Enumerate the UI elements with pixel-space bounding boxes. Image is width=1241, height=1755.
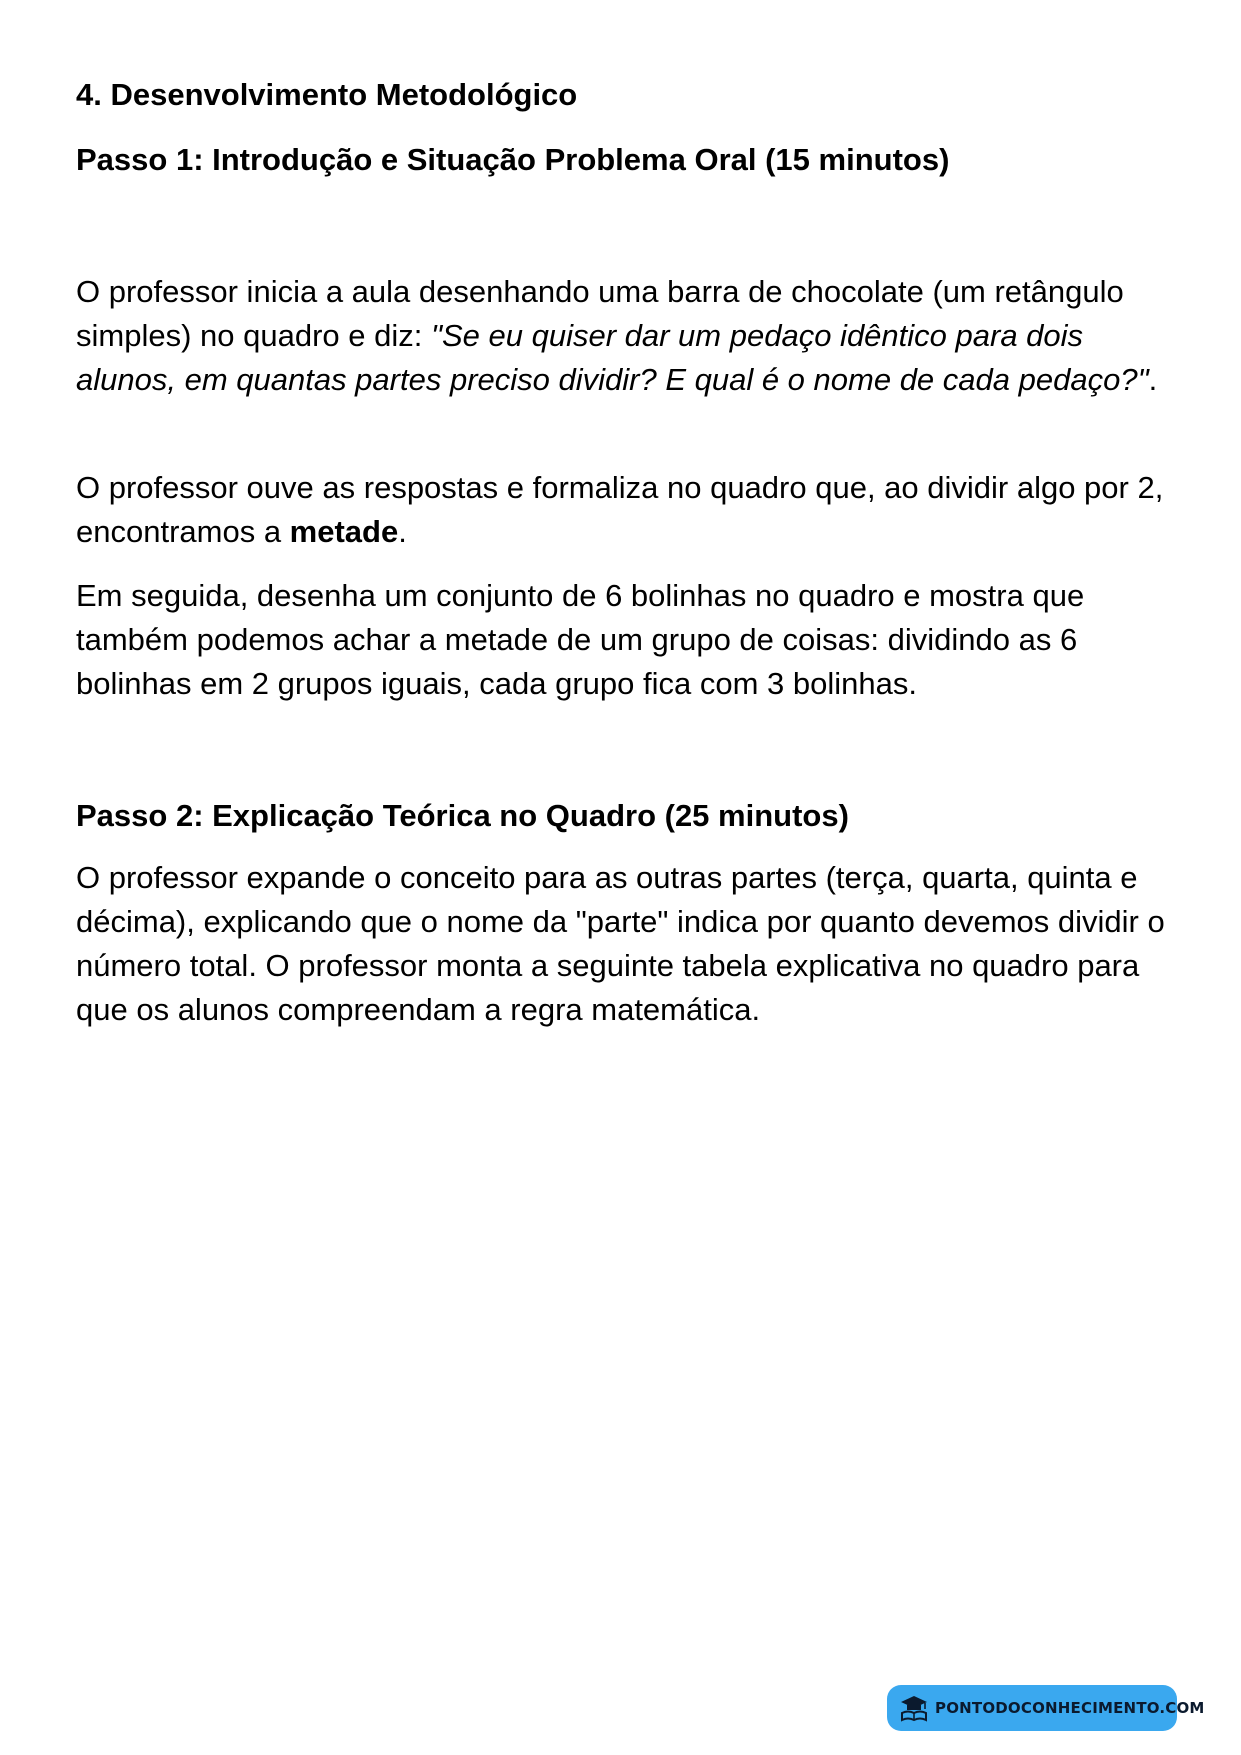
step1-paragraph-3: Em seguida, desenha um conjunto de 6 bolinhas no quadro e mostra que também podemos achar a metade de um grupo de coisas: dividindo as 6 bolinhas em 2 grupos iguais, cada grupo fica com 3 bolinhas. bbox=[76, 578, 1085, 701]
badge-text: PONTODOCONHECIMENTO.COM bbox=[935, 1699, 1205, 1717]
step1-p2-end: . bbox=[398, 514, 407, 549]
step1-p2-text: O professor ouve as respostas e formaliza no quadro que, ao dividir algo por 2, encontramos a bbox=[76, 470, 1164, 549]
step1-p2-bold: metade bbox=[289, 514, 399, 549]
section-title: 4. Desenvolvimento Metodológico bbox=[76, 77, 578, 112]
step1-p1-end: . bbox=[1148, 362, 1158, 397]
graduation-book-icon bbox=[899, 1693, 929, 1723]
step1-p1-text: O professor inicia a aula desenhando uma barra de chocolate (um retângulo simples) no quadro e diz: bbox=[76, 274, 1124, 353]
site-badge[interactable] bbox=[887, 1685, 1205, 1731]
step1-paragraph-1 bbox=[76, 270, 1176, 402]
step1-paragraph-2 bbox=[76, 466, 1176, 554]
step2-heading: Passo 2: Explicação Teórica no Quadro (25 minutos) bbox=[76, 798, 849, 833]
step1-p1-quote: "Se eu quiser dar um pedaço idêntico para dois alunos, em quantas partes preciso dividir? E qual é o nome de cada pedaço?" bbox=[76, 318, 1149, 397]
step1-heading: Passo 1: Introdução e Situação Problema Oral (15 minutos) bbox=[76, 142, 950, 177]
step2-paragraph-1: O professor expande o conceito para as outras partes (terça, quarta, quinta e décima), explicando que o nome da "parte" indica por quanto devemos dividir o número total. O professor monta a seguinte tabela explicativa no quadro para que os alunos compreendam a regra matemática. bbox=[76, 860, 1165, 1027]
